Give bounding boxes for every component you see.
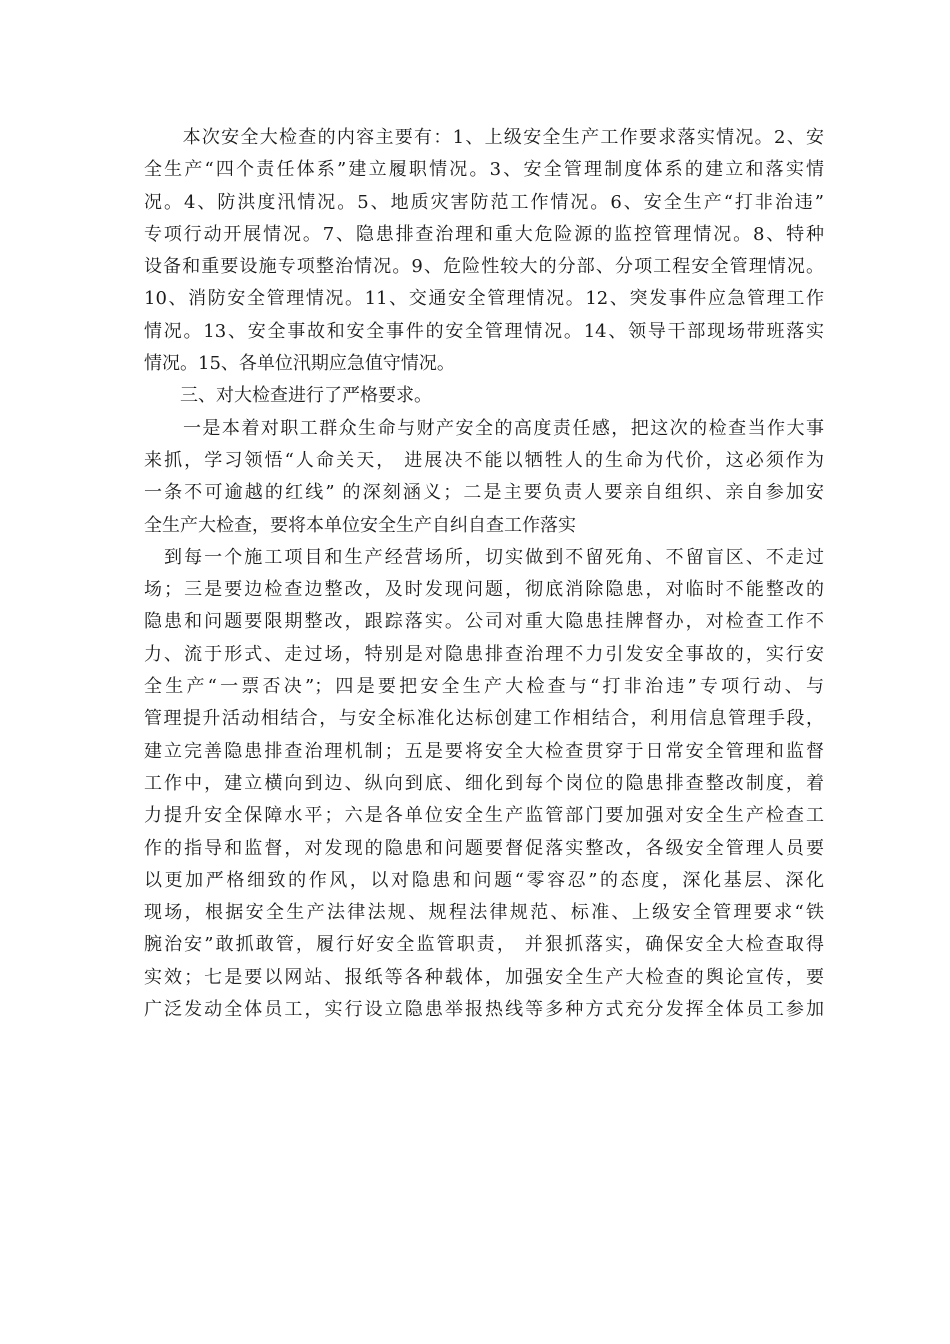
- text-line: 现场，根据安全生产法律法规、规程法律规范、标准、上级安全管理要求“铁: [144, 902, 824, 924]
- text-line: 作的指导和监督，对发现的隐患和问题要督促落实整改，各级安全管理人员要: [144, 837, 824, 859]
- text-line: 况。4、防洪度汛情况。5、地质灾害防范工作情况。6、安全生产“打非治违”: [144, 191, 824, 213]
- text-line: 设备和重要设施专项整治情况。9、危险性较大的分部、分项工程安全管理情况。: [144, 256, 824, 278]
- text-line: 三、对大检查进行了严格要求。: [144, 385, 432, 407]
- text-line: 建立完善隐患排查治理机制；五是要将安全大检查贯穿于日常安全管理和监督: [144, 740, 824, 762]
- text-line: 隐患和问题要限期整改，跟踪落实。公司对重大隐患挂牌督办，对检查工作不: [144, 611, 824, 633]
- text-line: 一是本着对职工群众生命与财产安全的高度责任感，把这次的检查当作大事: [144, 417, 824, 439]
- text-line: 10、消防安全管理情况。11、交通安全管理情况。12、突发事件应急管理工作: [144, 288, 824, 310]
- text-line: 力提升安全保障水平；六是各单位安全生产监管部门要加强对安全生产检查工: [144, 805, 824, 827]
- text-line: 全生产“四个责任体系”建立履职情况。3、安全管理制度体系的建立和落实情: [144, 159, 824, 181]
- text-line: 情况。13、安全事故和安全事件的安全管理情况。14、领导干部现场带班落实: [144, 320, 824, 342]
- text-line: 场；三是要边检查边整改，及时发现问题，彻底消除隐患，对临时不能整改的: [144, 579, 824, 601]
- text-line: 专项行动开展情况。7、隐患排查治理和重大危险源的监控管理情况。8、特种: [144, 223, 824, 245]
- text-line: 以更加严格细致的作风，以对隐患和问题“零容忍”的态度，深化基层、深化: [144, 869, 824, 891]
- text-line: 实效；七是要以网站、报纸等各种载体，加强安全生产大检查的舆论宣传，要: [144, 966, 824, 988]
- text-line: 力、流于形式、走过场，特别是对隐患排查治理不力引发安全事故的，实行安: [144, 643, 824, 665]
- text-line: 到每一个施工项目和生产经营场所，切实做到不留死角、不留盲区、不走过: [144, 546, 824, 568]
- text-line: 来抓，学习领悟“人命关天， 进展决不能以牺牲人的生命为代价，这必须作为: [144, 449, 824, 471]
- text-line: 情况。15、各单位汛期应急值守情况。: [144, 353, 455, 375]
- text-line: 腕治安”敢抓敢管，履行好安全监管职责， 并狠抓落实，确保安全大检查取得: [144, 934, 824, 956]
- text-line: 一条不可逾越的红线” 的深刻涵义；二是主要负责人要亲自组织、亲自参加安: [144, 482, 824, 504]
- document-body: [144, 122, 824, 1026]
- text-line: 工作中，建立横向到边、纵向到底、细化到每个岗位的隐患排查整改制度，着: [144, 772, 824, 794]
- text-line: 全生产“一票否决”；四是要把安全生产大检查与“打非治违”专项行动、与: [144, 676, 824, 698]
- text-line: 全生产大检查，要将本单位安全生产自纠自查工作落实: [144, 514, 576, 536]
- text-line: 管理提升活动相结合，与安全标准化达标创建工作相结合，利用信息管理手段，: [144, 708, 824, 730]
- text-line: 广泛发动全体员工，实行设立隐患举报热线等多种方式充分发挥全体员工参加: [144, 999, 824, 1021]
- text-line: 本次安全大检查的内容主要有：1、上级安全生产工作要求落实情况。2、安: [144, 127, 824, 148]
